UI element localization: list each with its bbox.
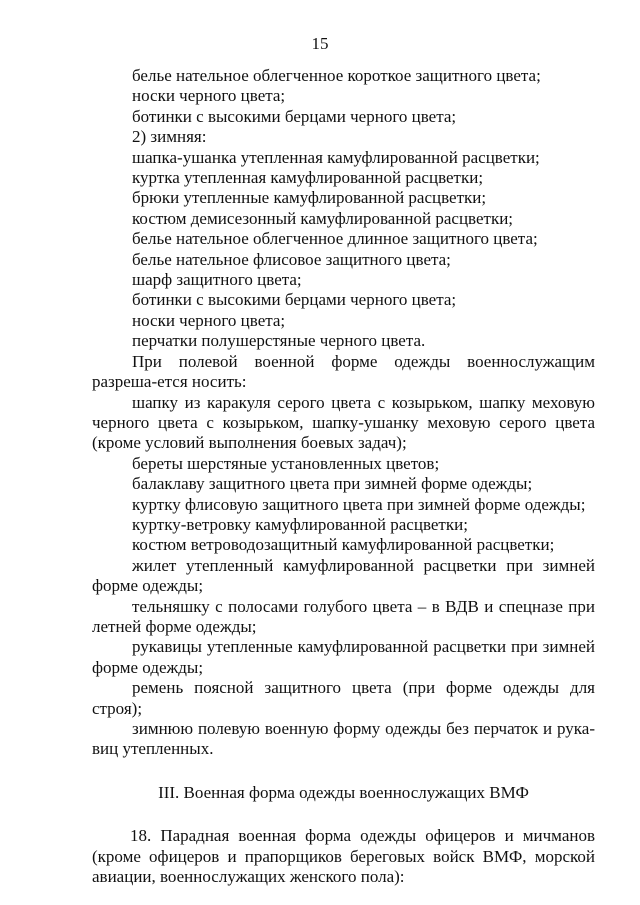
list-item: брюки утепленные камуфлированной расцветки; [132,188,487,208]
list-item: шарф защитного цвета; [132,270,302,290]
permitted-items-list [92,393,595,760]
permitted-intro: При полевой военной форме одежды военнослужащим разреша-ется носить: [92,351,595,392]
page-number: 15 [311,34,329,53]
list-item: костюм демисезонный камуфлированной расцветки; [132,208,514,228]
list-item: жилет утепленный камуфлированной расцветки при зимней форме одежды; [92,555,595,596]
list-item: шапку из каракуля серого цвета с козырьком, шапку меховую черного цвета с козырьком, шапку-ушанку меховую серого цвета (кроме условий выполнения боевых задач); [92,392,595,453]
list-item: белье нательное облегченное длинное защитного цвета; [132,229,538,249]
list-item: балаклаву защитного цвета при зимней форме одежды; [132,474,533,494]
list-item: куртка утепленная камуфлированной расцветки; [132,168,484,188]
list-item: ремень поясной защитного цвета (при форме одежды для строя); [92,678,595,718]
list-item: белье нательное флисовое защитного цвета; [132,249,451,269]
list-item: береты шерстяные установленных цветов; [132,453,440,473]
section-heading: III. Военная форма одежды военнослужащих ВМФ [158,782,529,802]
numbered-item-18: 18. Парадная военная форма одежды офицеров и мичманов (кроме офицеров и прапорщиков береговых войск ВМФ, морской авиации, военнослужащих женского пола): [92,826,595,887]
list-item: рукавицы утепленные камуфлированной расцветки при зимней форме одежды; [92,637,595,677]
list-item: куртку-ветровку камуфлированной расцветки; [132,514,468,534]
list-item: белье нательное облегченное короткое защитного цвета; [132,66,541,85]
list-item: перчатки полушерстяные черного цвета. [132,331,426,351]
document-body [92,66,595,887]
list-item: куртку флисовую защитного цвета при зимней форме одежды; [132,494,586,514]
uniform-items-list [92,66,595,352]
list-item: костюм ветроводозащитный камуфлированной расцветки; [132,535,555,555]
list-item: носки черного цвета; [132,310,286,330]
list-item: носки черного цвета; [132,86,286,106]
list-item: зимнюю полевую военную форму одежды без перчаток и рука-виц утепленных. [92,719,595,759]
list-item: ботинки с высокими берцами черного цвета; [132,290,457,310]
list-item: ботинки с высокими берцами черного цвета; [132,106,457,126]
subsection-label: 2) зимняя: [132,127,207,147]
list-item: шапка-ушанка утепленная камуфлированной расцветки; [132,147,540,167]
list-item: тельняшку с полосами голубого цвета – в ВДВ и спецназе при летней форме одежды; [92,596,595,636]
